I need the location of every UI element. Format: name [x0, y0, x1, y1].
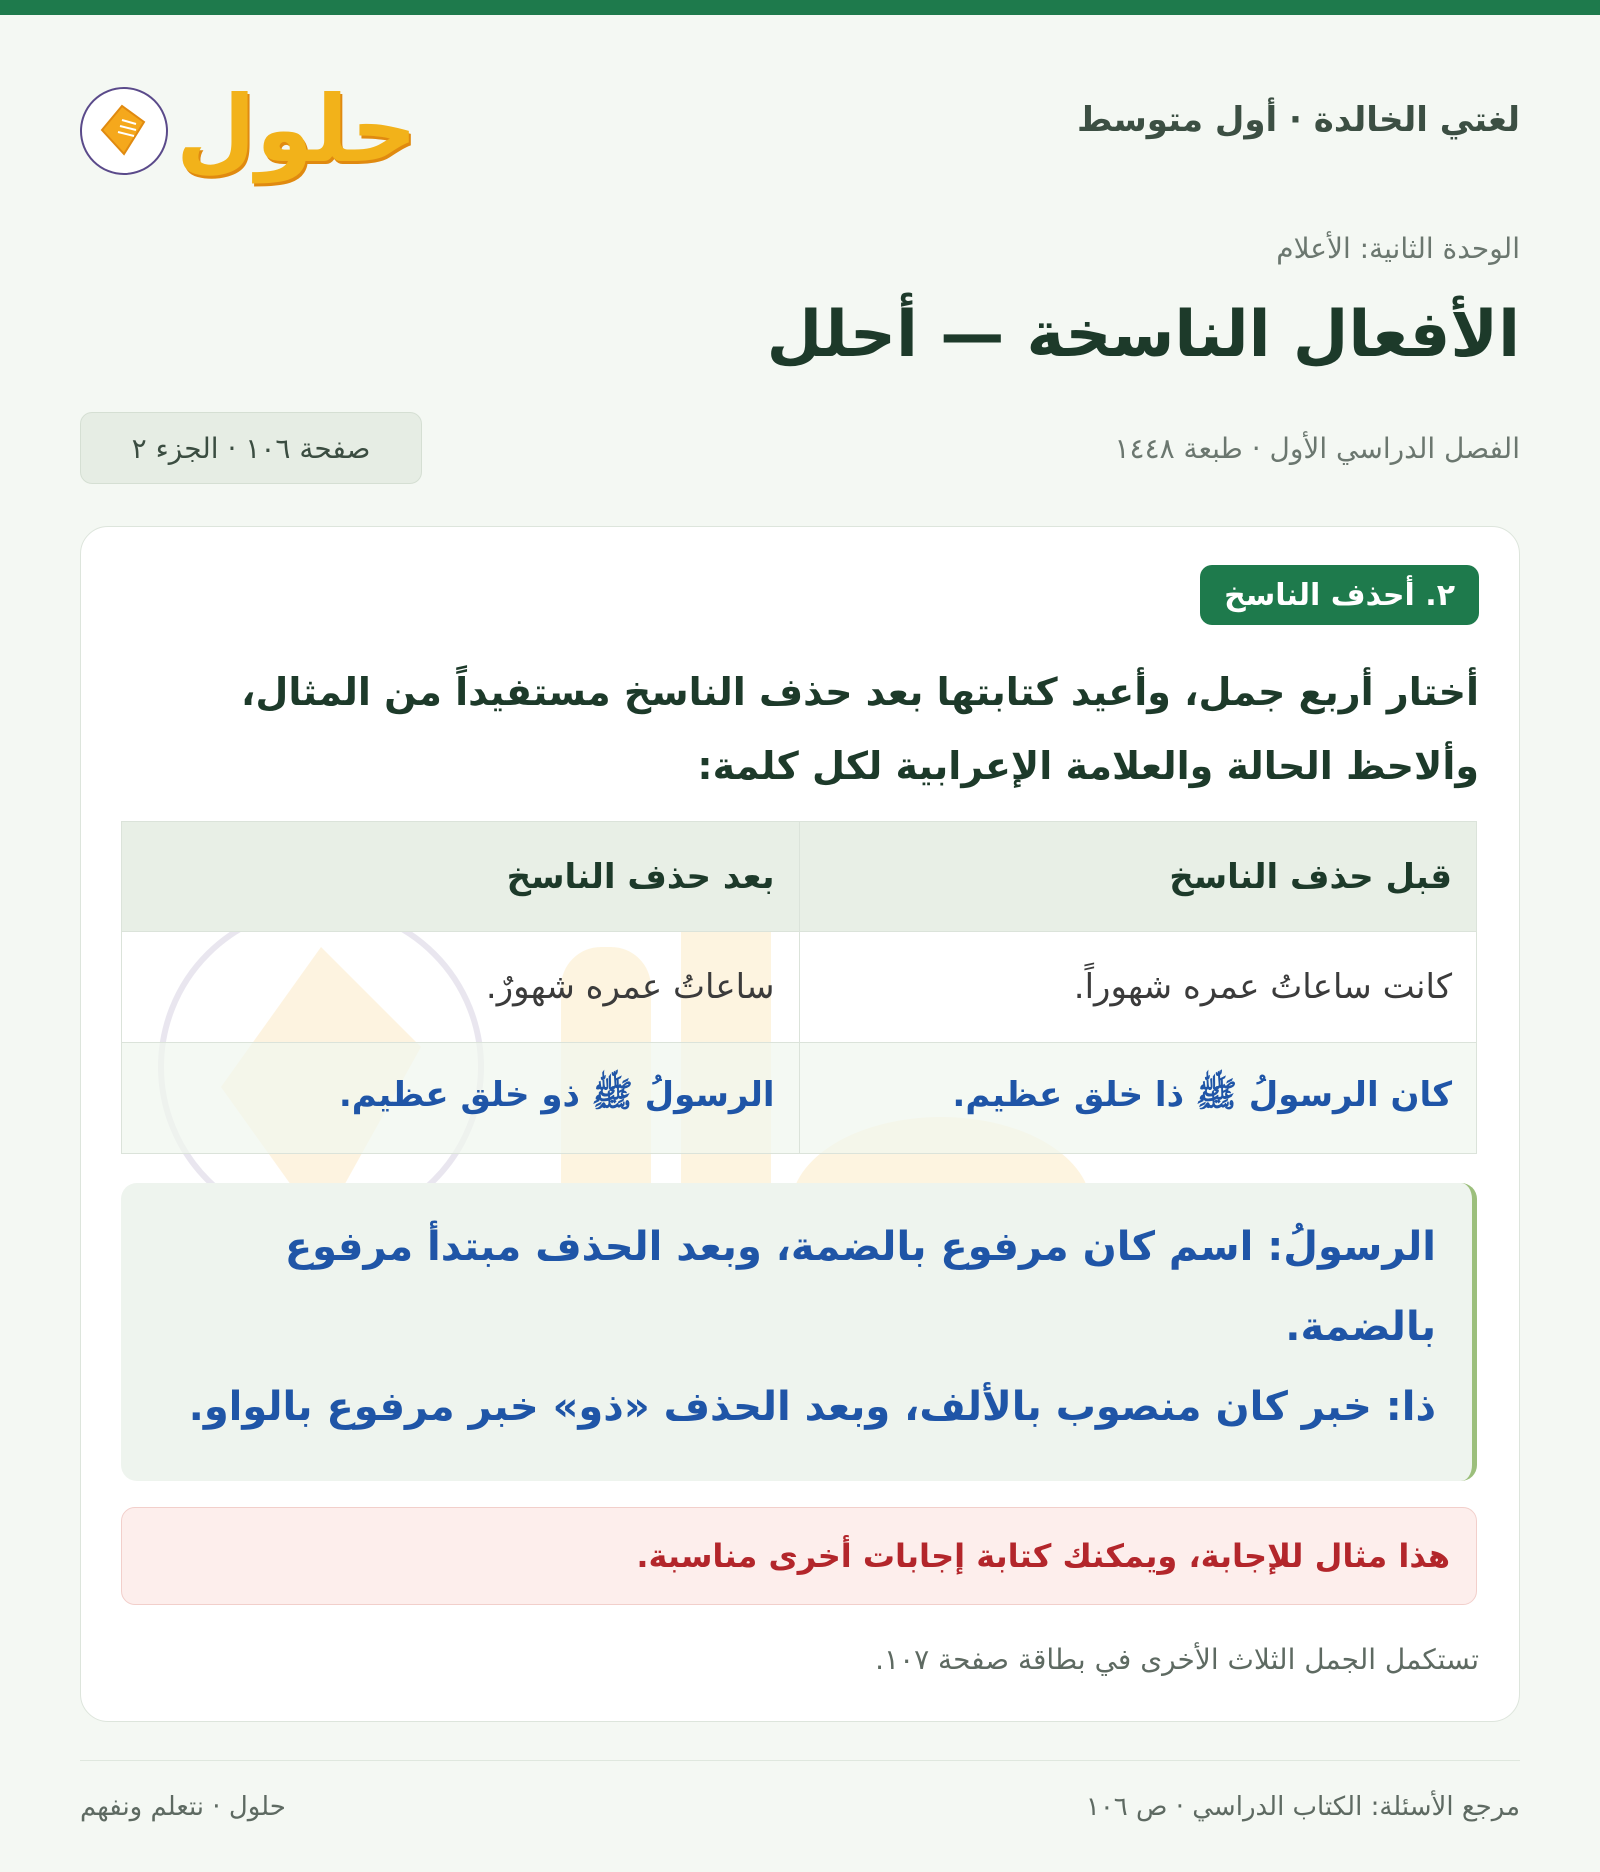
page-title: الأفعال الناسخة — أحلل [766, 298, 1520, 372]
table-row [122, 1043, 1477, 1154]
footer-brand: حلول · نتعلم ونفهم [80, 1792, 286, 1822]
book-title: لغتي الخالدة · أول متوسط [1076, 100, 1520, 140]
analysis-line: ذا: خبر كان منصوب بالألف، وبعد الحذف «ذو» خبر مرفوع بالواو. [188, 1384, 1436, 1430]
footer-divider [80, 1760, 1520, 1761]
question-text: أختار أربع جمل، وأعيد كتابتها بعد حذف الناسخ مستفيداً من المثال، وألاحظ الحالة والعلامة الإعرابية لكل كلمة: [241, 670, 1479, 788]
column-header-after: بعد حذف الناسخ [122, 822, 800, 932]
analysis-line: الرسولُ: اسم كان مرفوع بالضمة، وبعد الحذف مبتدأ مرفوع بالضمة. [284, 1224, 1436, 1350]
analysis-note [121, 1183, 1477, 1481]
question-badge: ٢. أحذف الناسخ [1200, 565, 1479, 625]
table-cell: كانت ساعاتُ عمره شهوراً. [799, 932, 1477, 1043]
answer-table [121, 821, 1477, 1154]
table-cell: الرسولُ ﷺ ذو خلق عظيم. [122, 1043, 800, 1154]
warning-note: هذا مثال للإجابة، ويمكنك كتابة إجابات أخرى مناسبة. [121, 1507, 1477, 1605]
column-header-before: قبل حذف الناسخ [799, 822, 1477, 932]
term-label: الفصل الدراسي الأول · طبعة ١٤٤٨ [1114, 432, 1520, 465]
unit-label: الوحدة الثانية: الأعلام [1276, 232, 1520, 265]
question-card [80, 526, 1520, 1722]
book-icon [100, 102, 146, 158]
logo-wordmark: حلول [176, 76, 418, 183]
continuation-note: تستكمل الجمل الثلاث الأخرى في بطاقة صفحة ١٠٧. [875, 1643, 1479, 1676]
table-cell: ساعاتُ عمره شهورٌ. [122, 932, 800, 1043]
table-cell: كان الرسولُ ﷺ ذا خلق عظيم. [799, 1043, 1477, 1154]
page-header [80, 70, 1520, 190]
table-row [122, 932, 1477, 1043]
table-header-row [122, 822, 1477, 932]
top-accent-bar [0, 0, 1600, 15]
site-logo[interactable] [80, 70, 418, 190]
footer-reference: مرجع الأسئلة: الكتاب الدراسي · ص ١٠٦ [1085, 1792, 1520, 1822]
page-chip: صفحة ١٠٦ · الجزء ٢ [80, 412, 422, 484]
